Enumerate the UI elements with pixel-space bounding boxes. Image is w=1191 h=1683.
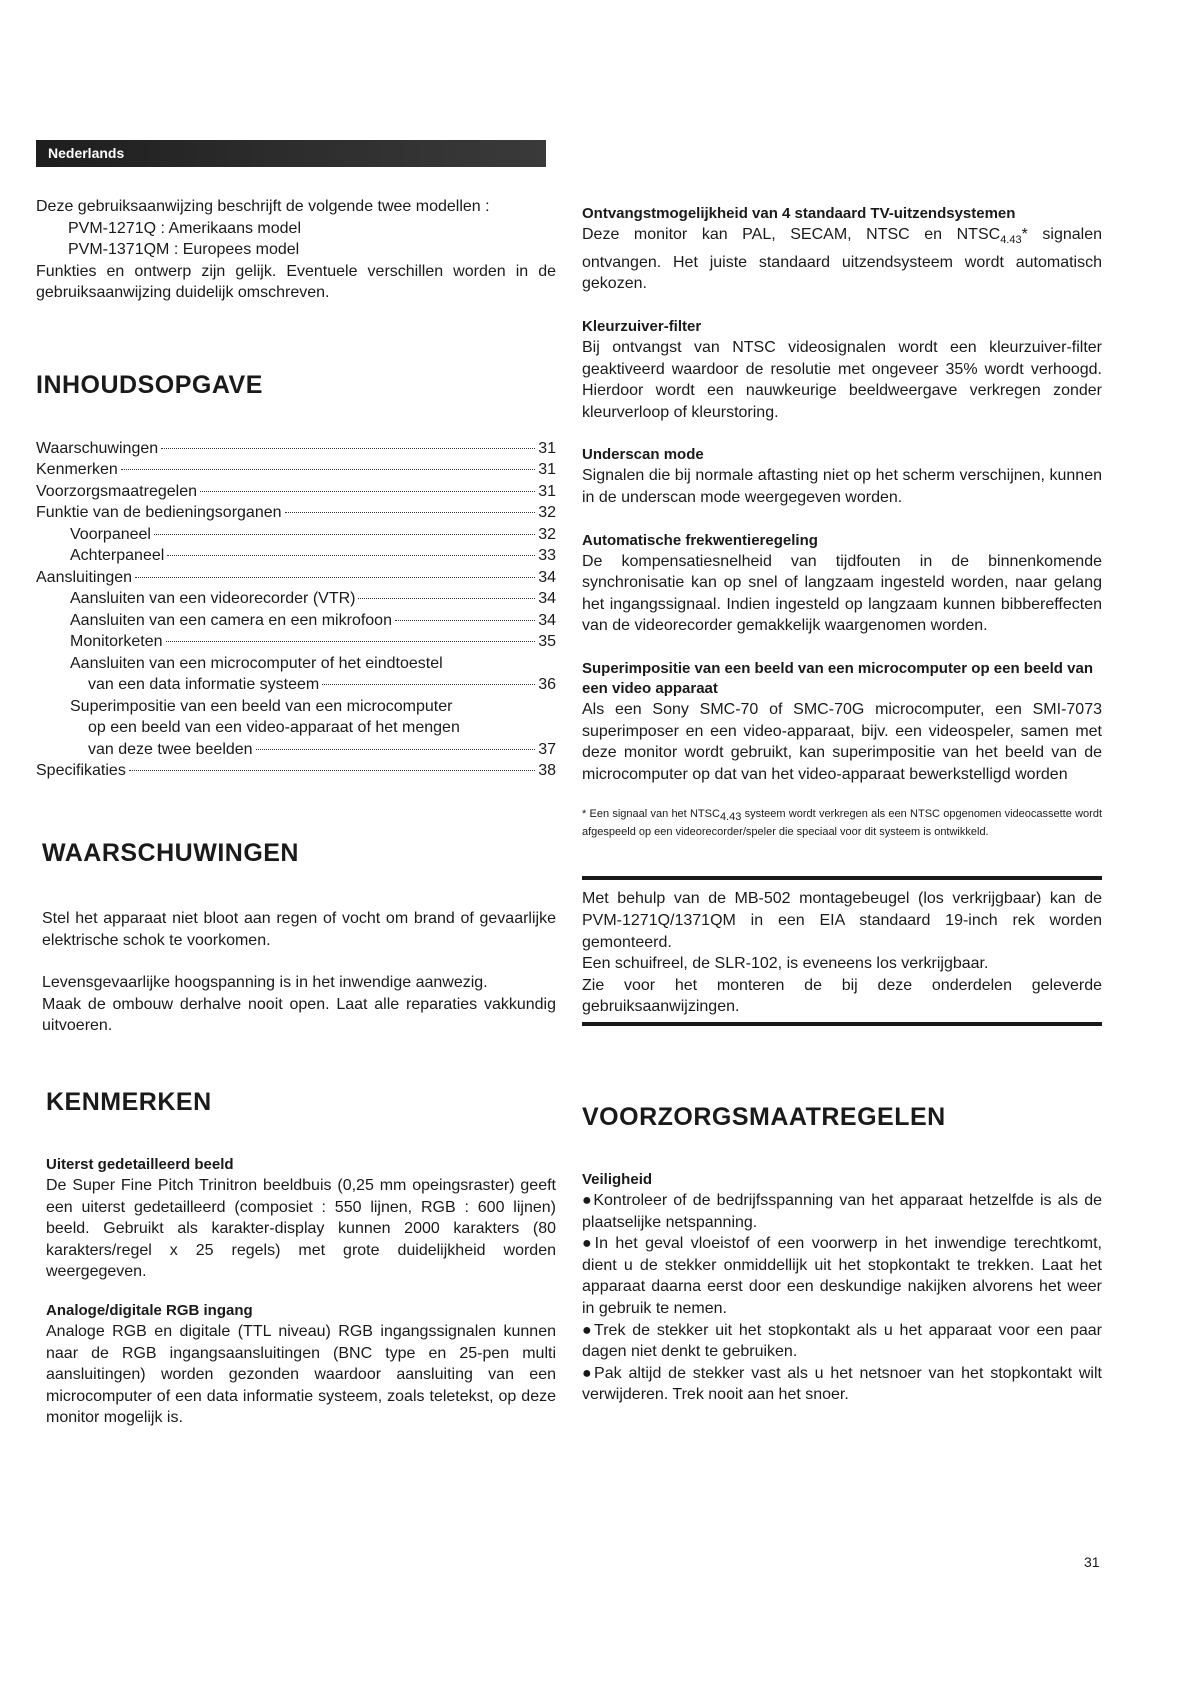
- toc-list: [36, 438, 556, 782]
- feature-heading: Analoge/digitale RGB ingang: [46, 1301, 253, 1319]
- mount-p1: Met behulp van de MB-502 montagebeugel (los verkrijgbaar) kan de PVM-1271Q/1371QM in een EIA standaard 19-inch rek worden gemonteerd.: [582, 890, 1102, 951]
- warnings-title: WAARSCHUWINGEN: [42, 838, 299, 867]
- page-number: 31: [1084, 1554, 1100, 1570]
- bullet-icon: ●: [582, 1235, 595, 1253]
- right-column: [582, 204, 1102, 1406]
- bullet-icon: ●: [582, 1364, 595, 1382]
- precaution-bullet: ●Pak altijd de stekker vast als u het netsnoer van het stopkontakt wilt verwijderen. Trek nooit aan het snoer.: [582, 1364, 1102, 1404]
- precaution-bullet: ●In het geval vloeistof of een voorwerp in het inwendige terechtkomt, dient u de stekker onmiddellijk uit het stopkontakt te trekken. Laat het apparaat daarna eerst door een deskundige nakijken alvorens het weer in gebruik te nemen.: [582, 1235, 1102, 1317]
- footnote: * Een signaal van het $NTSC_{4.43}$ systeem wordt verkregen als een NTSC opgenomen videocassette wordt afgespeeld op een videorecorder/speler die speciaal voor dit systeem is ontwikkeld.: [582, 808, 1102, 839]
- feature-heading: Underscan mode: [582, 446, 704, 464]
- feature-text: Analoge RGB en digitale (TTL niveau) RGB ingangssignalen kunnen naar de RGB ingangsaansluitingen (BNC type en 25-pen multi aansluitingen) worden gezonden waardoor aansluiting van een microcomputer of een data informatie systeem, zoals teletekst, op deze monitor mogelijk is.: [46, 1322, 556, 1427]
- warnings-p1: Stel het apparaat niet bloot aan regen of vocht om brand of gevaarlijke elektrische schok te voorkomen.: [42, 909, 556, 949]
- warnings-p2: Levensgevaarlijke hoogspanning is in het inwendige aanwezig.: [42, 974, 488, 992]
- features-title: KENMERKEN: [46, 1087, 212, 1116]
- feature-heading: Ontvangstmogelijkheid van 4 standaard TV-uitzendsystemen: [582, 205, 1016, 222]
- intro-line2: Funkties en ontwerp zijn gelijk. Eventuele verschillen worden in de gebruiksaanwijzing duidelijk omschreven.: [36, 262, 556, 302]
- precautions-subheading: Veiligheid: [582, 1171, 653, 1189]
- toc-entry[interactable]: Voorpaneel 32: [70, 525, 556, 543]
- toc-entry[interactable]: Specifikaties 38: [36, 762, 556, 780]
- toc-entry[interactable]: Funktie van de bedieningsorganen 32: [36, 504, 556, 522]
- feature-text: Deze monitor kan PAL, SECAM, NTSC en $NTSC_{4.43}*$ signalen ontvangen. Het juiste standaard uitzendsysteem wordt automatisch gekozen.: [582, 226, 1102, 293]
- warnings-p3: Maak de ombouw derhalve nooit open. Laat alle reparaties vakkundig uitvoeren.: [42, 995, 556, 1035]
- language-tab-label: Nederlands: [48, 145, 125, 161]
- intro: [36, 196, 556, 304]
- language-tab: [36, 140, 546, 167]
- bullet-icon: ●: [582, 1192, 594, 1210]
- toc-entry[interactable]: Achterpaneel 33: [70, 547, 556, 565]
- feature-text: De Super Fine Pitch Trinitron beeldbuis (0,25 mm opeingsraster) geeft een uiterst gedetailleerd (composiet : 550 lijnen, RGB : 600 lijnen) beeld. Gebruikt als karakter-display kunnen 2000 karakters (80 karakters/regel x 25 regels) met grote duidelijkheid worden weergegeven.: [46, 1176, 556, 1281]
- feature-text: De kompensatiesnelheid van tijdfouten in de binnenkomende synchronisatie kan op snel of langzaam ingesteld worden, naar gelang het ingangssignaal. Indien ingesteld op langzaam kunnen bibbereffecten van de videorecorder gemakkelijk waargenomen worden.: [582, 552, 1102, 635]
- feature-heading: Uiterst gedetailleerd beeld: [46, 1155, 234, 1173]
- warnings-body: [36, 908, 556, 1037]
- intro-model2: PVM-1371QM : Europees model: [68, 241, 300, 259]
- bullet-icon: ●: [582, 1321, 595, 1339]
- precaution-bullet: ●Kontroleer of de bedrijfsspanning van het apparaat hetzelfde is als de plaatselijke netspanning.: [582, 1192, 1102, 1231]
- feature-heading: Automatische frekwentieregeling: [582, 531, 818, 549]
- left-column: [36, 196, 556, 1429]
- feature-heading: Kleurzuiver-filter: [582, 317, 702, 335]
- precautions-title: VOORZORGSMAATREGELEN: [582, 1103, 946, 1132]
- toc-entry[interactable]: Monitorketen 35: [70, 633, 556, 651]
- toc-entry[interactable]: van deze twee beelden 37: [88, 740, 556, 758]
- intro-line1: Deze gebruiksaanwijzing beschrijft de volgende twee modellen :: [36, 198, 490, 215]
- toc-entry[interactable]: Aansluitingen 34: [36, 568, 556, 586]
- toc-entry[interactable]: Kenmerken 31: [36, 461, 556, 479]
- features-left: [36, 1155, 556, 1429]
- toc-entry[interactable]: Aansluiten van een videorecorder (VTR) 34: [70, 590, 556, 608]
- toc-entry[interactable]: van een data informatie systeem 36: [88, 676, 556, 694]
- toc-entry-label: op een beeld van een video-apparaat of het mengen: [88, 719, 460, 737]
- feature-text: Bij ontvangst van NTSC videosignalen wordt een kleurzuiver-filter geaktiveerd waardoor de resolutie met ongeveer 35% wordt verhoogd. Hierdoor wordt een nauwkeurige beeldweergave verkregen zonder kleurverloop of kleurstoring.: [582, 338, 1102, 421]
- mounting-info-box: [582, 876, 1102, 1026]
- toc-entry[interactable]: Voorzorgsmaatregelen 31: [36, 482, 556, 500]
- toc-entry[interactable]: Waarschuwingen 31: [36, 439, 556, 457]
- feature-text: Als een Sony SMC-70 of SMC-70G microcomputer, een SMI-7073 superimposer en een video-apparaat, bijv. een videospeler, samen met deze monitor wordt gebruikt, kan superimpositie van het beeld van de microcomputer op dat van het video-apparaat bewerkstelligd worden: [582, 700, 1102, 783]
- precaution-bullet: ●Trek de stekker uit het stopkontakt als u het apparaat voor een paar dagen niet denkt te gebruiken.: [582, 1321, 1103, 1361]
- intro-model1: PVM-1271Q : Amerikaans model: [68, 219, 301, 237]
- mount-p2: Een schuifreel, de SLR-102, is eveneens los verkrijgbaar.: [582, 955, 989, 973]
- precautions-body: [582, 1170, 1102, 1406]
- toc-entry[interactable]: Aansluiten van een camera en een mikrofoon 34: [70, 611, 556, 629]
- toc-title: INHOUDSOPGAVE: [36, 370, 263, 399]
- toc-entry-label: Aansluiten van een microcomputer of het eindtoestel: [70, 654, 443, 672]
- feature-text: Signalen die bij normale aftasting niet op het scherm verschijnen, kunnen in de underscan mode weergegeven worden.: [582, 467, 1102, 506]
- feature-heading: Superimpositie van een beeld van een microcomputer op een beeld van een video apparaat: [582, 659, 1093, 697]
- mount-p3: Zie voor het monteren de bij deze onderdelen geleverde gebruiksaanwijzingen.: [582, 976, 1102, 1016]
- toc-entry-label: Superimpositie van een beeld van een microcomputer: [70, 697, 453, 715]
